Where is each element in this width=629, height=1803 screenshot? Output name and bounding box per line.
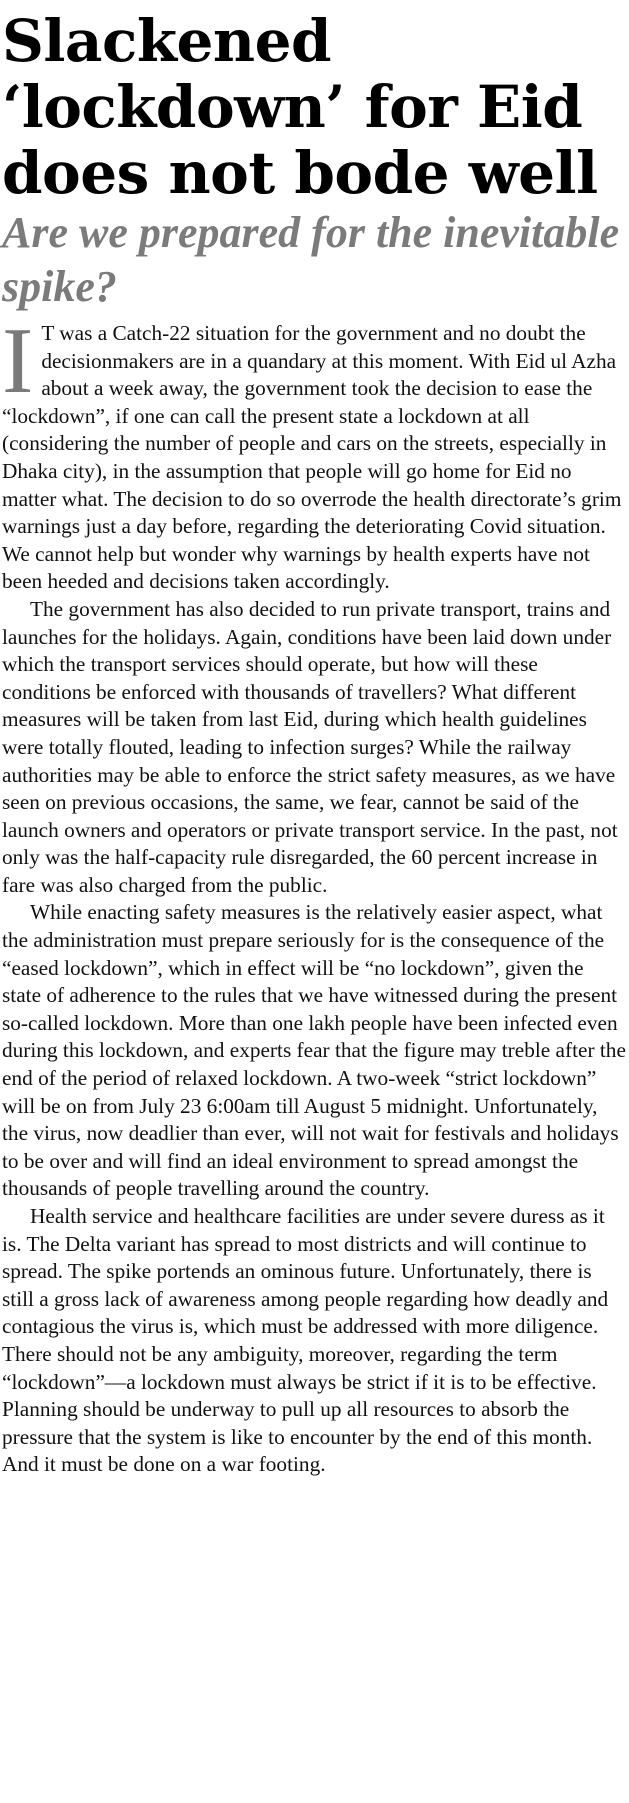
paragraph-2: The government has also decided to run private transport, trains and launches for the holidays. Again, conditions have been laid down under which the transport services should operate, but how will these conditions be enforced with thousands of travellers? What different measures will be taken from last Eid, during which health guidelines were totally flouted, leading to infection surges? While the railway authorities may be able to enforce the strict safety measures, as we have seen on previous occasions, the same, we fear, cannot be said of the launch owners and operators or private transport service. In the past, not only was the half-capacity rule disregarded, the 60 percent increase in fare was also charged from the public.: [2, 596, 618, 897]
paragraph-1: [2, 309, 627, 596]
drop-cap: I: [2, 309, 34, 413]
subheadline: Are we prepared for the inevitable spike?: [2, 208, 620, 311]
article-body: [2, 309, 627, 1479]
headline: Slackened ‘lockdown’ for Eid does not bode well: [2, 7, 598, 207]
paragraph-1-text: T was a Catch-22 situation for the government and no doubt the decisionmakers are in a quandary at this moment. With Eid ul Azha about a week away, the government took the decision to ease the “lockdown”, if one can call the present state a lockdown at all (considering the number of people and cars on the streets, especially in Dhaka city), in the assumption that people will go home for Eid no matter what. The decision to do so overrode the health directorate’s grim warnings just a day before, regarding the deteriorating Covid situation. We cannot help but wonder why warnings by health experts have not been heeded and decisions taken accordingly.: [2, 321, 622, 594]
paragraph-4: Health service and healthcare facilities are under severe duress as it is. The Delta variant has spread to most districts and will continue to spread. The spike portends an ominous future. Unfortunately, there is still a gross lack of awareness among people regarding how deadly and contagious the virus is, which must be addressed with more diligence. There should not be any ambiguity, moreover, regarding the term “lockdown”—a lockdown must always be strict if it is to be effective. Planning should be underway to pull up all resources to absorb the pressure that the system is like to encounter by the end of this month. And it must be done on a war footing.: [2, 1204, 609, 1477]
paragraph-3: While enacting safety measures is the relatively easier aspect, what the administration must prepare seriously for is the consequence of the “eased lockdown”, which in effect will be “no lockdown”, given the state of adherence to the rules that we have witnessed during the present so-called lockdown. More than one lakh people have been infected even during this lockdown, and experts fear that the figure may treble after the end of the period of relaxed lockdown. A two-week “strict lockdown” will be on from July 23 6:00am till August 5 midnight. Unfortunately, the virus, now deadlier than ever, will not wait for festivals and holidays to be over and will find an ideal environment to spread amongst the thousands of people travelling around the country.: [2, 900, 626, 1201]
